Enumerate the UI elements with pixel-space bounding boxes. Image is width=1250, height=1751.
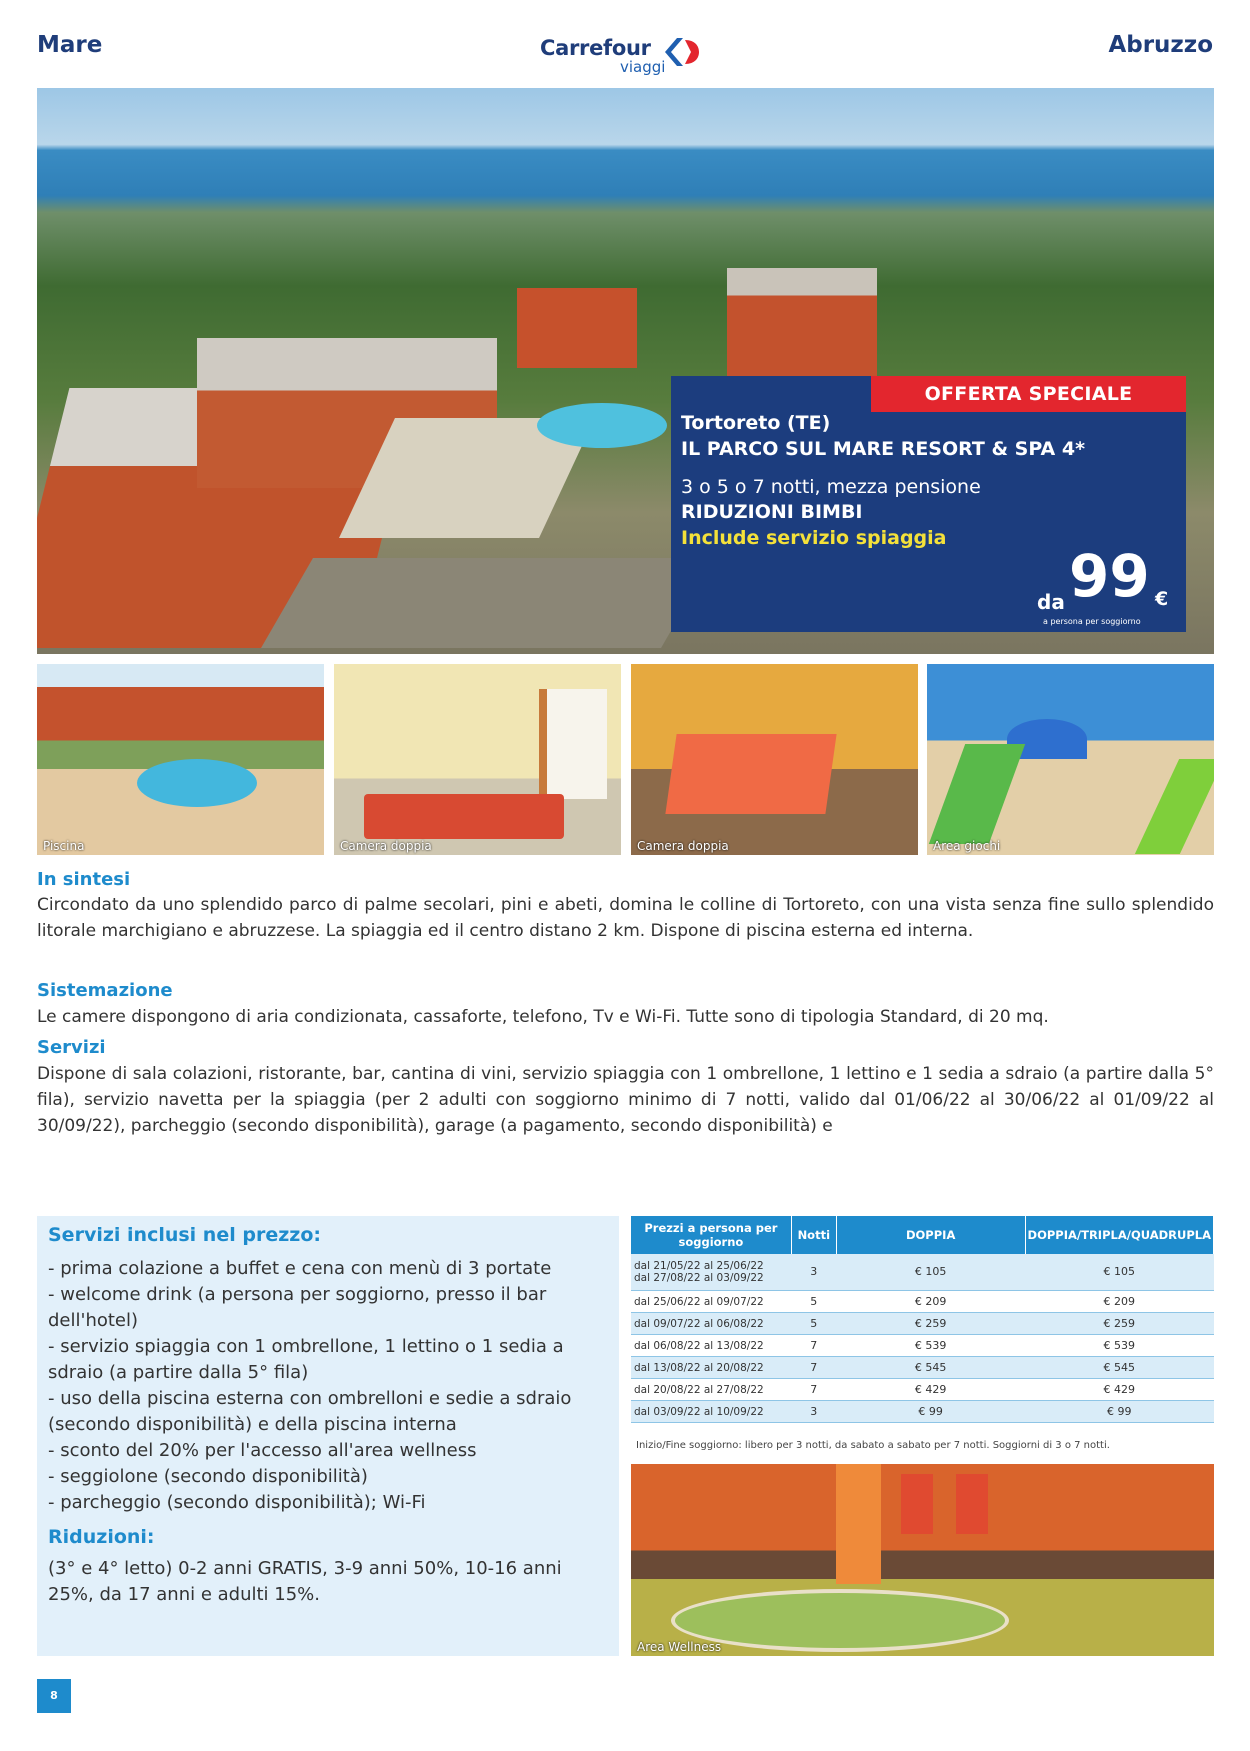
table-cell-nights: 5 <box>791 1291 836 1313</box>
table-row <box>631 1313 1214 1335</box>
heading-sistemazione: Sistemazione <box>37 980 173 1001</box>
offer-currency: € <box>1155 588 1169 610</box>
building-shape <box>517 288 637 368</box>
text-sistemazione: Le camere dispongono di aria condizionata, cassaforte, telefono, Tv e Wi-Fi. Tutte sono di tipologia Standard, di 20 mq. <box>37 1007 1049 1027</box>
bed-shape <box>665 734 836 814</box>
wellness-area-photo <box>631 1464 1214 1656</box>
chair-shape <box>901 1474 933 1534</box>
photo-caption: Camera doppia <box>340 839 432 853</box>
table-row <box>631 1254 1214 1291</box>
logo-sub: viaggi <box>620 58 666 76</box>
list-item: - seggiolone (secondo disponibilità) <box>48 1466 368 1487</box>
photo-caption: Area giochi <box>933 839 1001 853</box>
table-cell-price: € 105 <box>1025 1254 1213 1291</box>
photo-caption: Piscina <box>43 839 85 853</box>
logo-brand: Carrefour <box>540 36 651 60</box>
column-header: Notti <box>791 1216 836 1254</box>
slide-shape <box>929 744 1025 844</box>
offer-reductions: RIDUZIONI BIMBI <box>681 501 863 523</box>
table-note: Inizio/Fine soggiorno: libero per 3 notti, da sabato a sabato per 7 notti. Soggiorni di 3 o 7 notti. <box>636 1440 1110 1451</box>
table-row <box>631 1401 1214 1423</box>
table-cell-price: € 429 <box>1025 1379 1213 1401</box>
window-shape <box>539 689 607 799</box>
heading-riduzioni: Riduzioni: <box>48 1526 155 1548</box>
building-shape <box>727 268 877 378</box>
table-cell-nights: 3 <box>791 1254 836 1291</box>
table-cell-price: € 545 <box>1025 1357 1213 1379</box>
table-cell-price: € 259 <box>1025 1313 1213 1335</box>
road-shape <box>261 558 713 648</box>
text-riduzioni: (3° e 4° letto) 0-2 anni GRATIS, 3-9 anni 50%, 10-16 anni 25%, da 17 anni e adulti 15%. <box>48 1558 562 1605</box>
table-cell-period: dal 20/08/22 al 27/08/22 <box>631 1379 791 1401</box>
page-number: 8 <box>37 1679 71 1713</box>
column-header: Prezzi a persona per soggiorno <box>631 1216 791 1254</box>
offer-nights: 3 o 5 o 7 notti, mezza pensione <box>681 476 981 498</box>
table-cell-nights: 7 <box>791 1379 836 1401</box>
pool-shape <box>137 759 257 807</box>
gallery-photo-camera-doppia-1 <box>334 664 621 855</box>
offer-box <box>671 376 1186 632</box>
table-cell-period: dal 03/09/22 al 10/09/22 <box>631 1401 791 1423</box>
carrefour-logo-icon <box>661 36 701 68</box>
heading-servizi: Servizi <box>37 1037 106 1058</box>
offer-beach-service: Include servizio spiaggia <box>681 527 947 549</box>
chair-shape <box>956 1474 988 1534</box>
table-cell-price: € 209 <box>836 1291 1025 1313</box>
list-item: - servizio spiaggia con 1 ombrellone, 1 lettino o 1 sedia a sdraio (a partire dalla 5° fila) <box>48 1336 564 1383</box>
table-cell-price: € 209 <box>1025 1291 1213 1313</box>
column-header: DOPPIA <box>836 1216 1025 1254</box>
table-header-row <box>631 1216 1214 1254</box>
table-cell-period: dal 13/08/22 al 20/08/22 <box>631 1357 791 1379</box>
region-label-abruzzo: Abruzzo <box>1108 32 1213 58</box>
table-cell-period: dal 09/07/22 al 06/08/22 <box>631 1313 791 1335</box>
table-cell-period <box>631 1254 791 1291</box>
gallery-photo-camera-doppia-2 <box>631 664 918 855</box>
table-cell-period: dal 06/08/22 al 13/08/22 <box>631 1335 791 1357</box>
heading-servizi-inclusi: Servizi inclusi nel prezzo: <box>48 1224 321 1246</box>
period-line: dal 27/08/22 al 03/09/22 <box>634 1272 764 1284</box>
table-cell-period: dal 25/06/22 al 09/07/22 <box>631 1291 791 1313</box>
table-row <box>631 1379 1214 1401</box>
table-cell-price: € 105 <box>836 1254 1025 1291</box>
photo-caption: Area Wellness <box>637 1640 722 1654</box>
slide-shape <box>1135 759 1214 854</box>
included-services-box <box>37 1216 619 1656</box>
table-row <box>631 1335 1214 1357</box>
list-item: - parcheggio (secondo disponibilità); Wi-Fi <box>48 1492 426 1513</box>
carrefour-viaggi-logo <box>540 36 720 80</box>
included-services-list <box>48 1256 618 1516</box>
offer-from-label: da <box>1037 590 1065 614</box>
text-servizi: Dispone di sala colazioni, ristorante, bar, cantina di vini, servizio spiaggia con 1 ombrellone, 1 lettino e 1 sedia a sdraio (a partire dalla 5° fila), servizio navetta per la spiaggia (per 2 adulti con soggiorno minimo di 7 notti, valido dal 01/06/22 al 30/06/22 al 01/09/22 al 30/09/22), parcheggio (secondo disponibilità), garage (a pagamento, secondo disponibilità) e <box>37 1064 1214 1136</box>
offer-price-unit: a persona per soggiorno <box>1043 617 1141 626</box>
table-cell-price: € 99 <box>836 1401 1025 1423</box>
table-cell-nights: 7 <box>791 1335 836 1357</box>
offer-hotel-name: IL PARCO SUL MARE RESORT & SPA 4* <box>681 438 1086 460</box>
text-in-sintesi: Circondato da uno splendido parco di palme secolari, pini e abeti, domina le colline di Tortoreto, con una vista senza fine sullo splendido litorale marchigiano e abruzzese. La spiaggia ed il centro distano 2 km. Dispone di piscina esterna ed interna. <box>37 895 1214 941</box>
offer-price: 99 <box>1069 542 1150 610</box>
table-cell-nights: 5 <box>791 1313 836 1335</box>
table-cell-price: € 545 <box>836 1357 1025 1379</box>
table-row <box>631 1357 1214 1379</box>
table-cell-price: € 259 <box>836 1313 1025 1335</box>
list-item: - sconto del 20% per l'accesso all'area wellness <box>48 1440 477 1461</box>
table-cell-nights: 7 <box>791 1357 836 1379</box>
table-cell-price: € 539 <box>1025 1335 1213 1357</box>
bed-shape <box>364 794 564 839</box>
column-shape <box>836 1464 881 1584</box>
table-cell-price: € 429 <box>836 1379 1025 1401</box>
photo-caption: Camera doppia <box>637 839 729 853</box>
list-item: - prima colazione a buffet e cena con menù di 3 portate <box>48 1258 552 1279</box>
table-cell-nights: 3 <box>791 1401 836 1423</box>
list-item: - welcome drink (a persona per soggiorno, presso il bar dell'hotel) <box>48 1284 547 1331</box>
section-label-mare: Mare <box>37 32 103 58</box>
special-offer-badge: OFFERTA SPECIALE <box>871 376 1186 412</box>
table-cell-price: € 99 <box>1025 1401 1213 1423</box>
whirlpool-shape <box>671 1589 1009 1652</box>
pool-shape <box>537 403 667 448</box>
gallery-photo-area-giochi <box>927 664 1214 855</box>
column-header: DOPPIA/TRIPLA/QUADRUPLA <box>1025 1216 1213 1254</box>
heading-in-sintesi: In sintesi <box>37 869 131 890</box>
list-item: - uso della piscina esterna con ombrelloni e sedie a sdraio (secondo disponibilità) e della piscina interna <box>48 1388 572 1435</box>
table-cell-price: € 539 <box>836 1335 1025 1357</box>
price-table <box>631 1216 1214 1423</box>
period-line: dal 21/05/22 al 25/06/22 <box>634 1260 764 1272</box>
gallery-photo-piscina <box>37 664 324 855</box>
table-row <box>631 1291 1214 1313</box>
offer-location: Tortoreto (TE) <box>681 412 831 434</box>
